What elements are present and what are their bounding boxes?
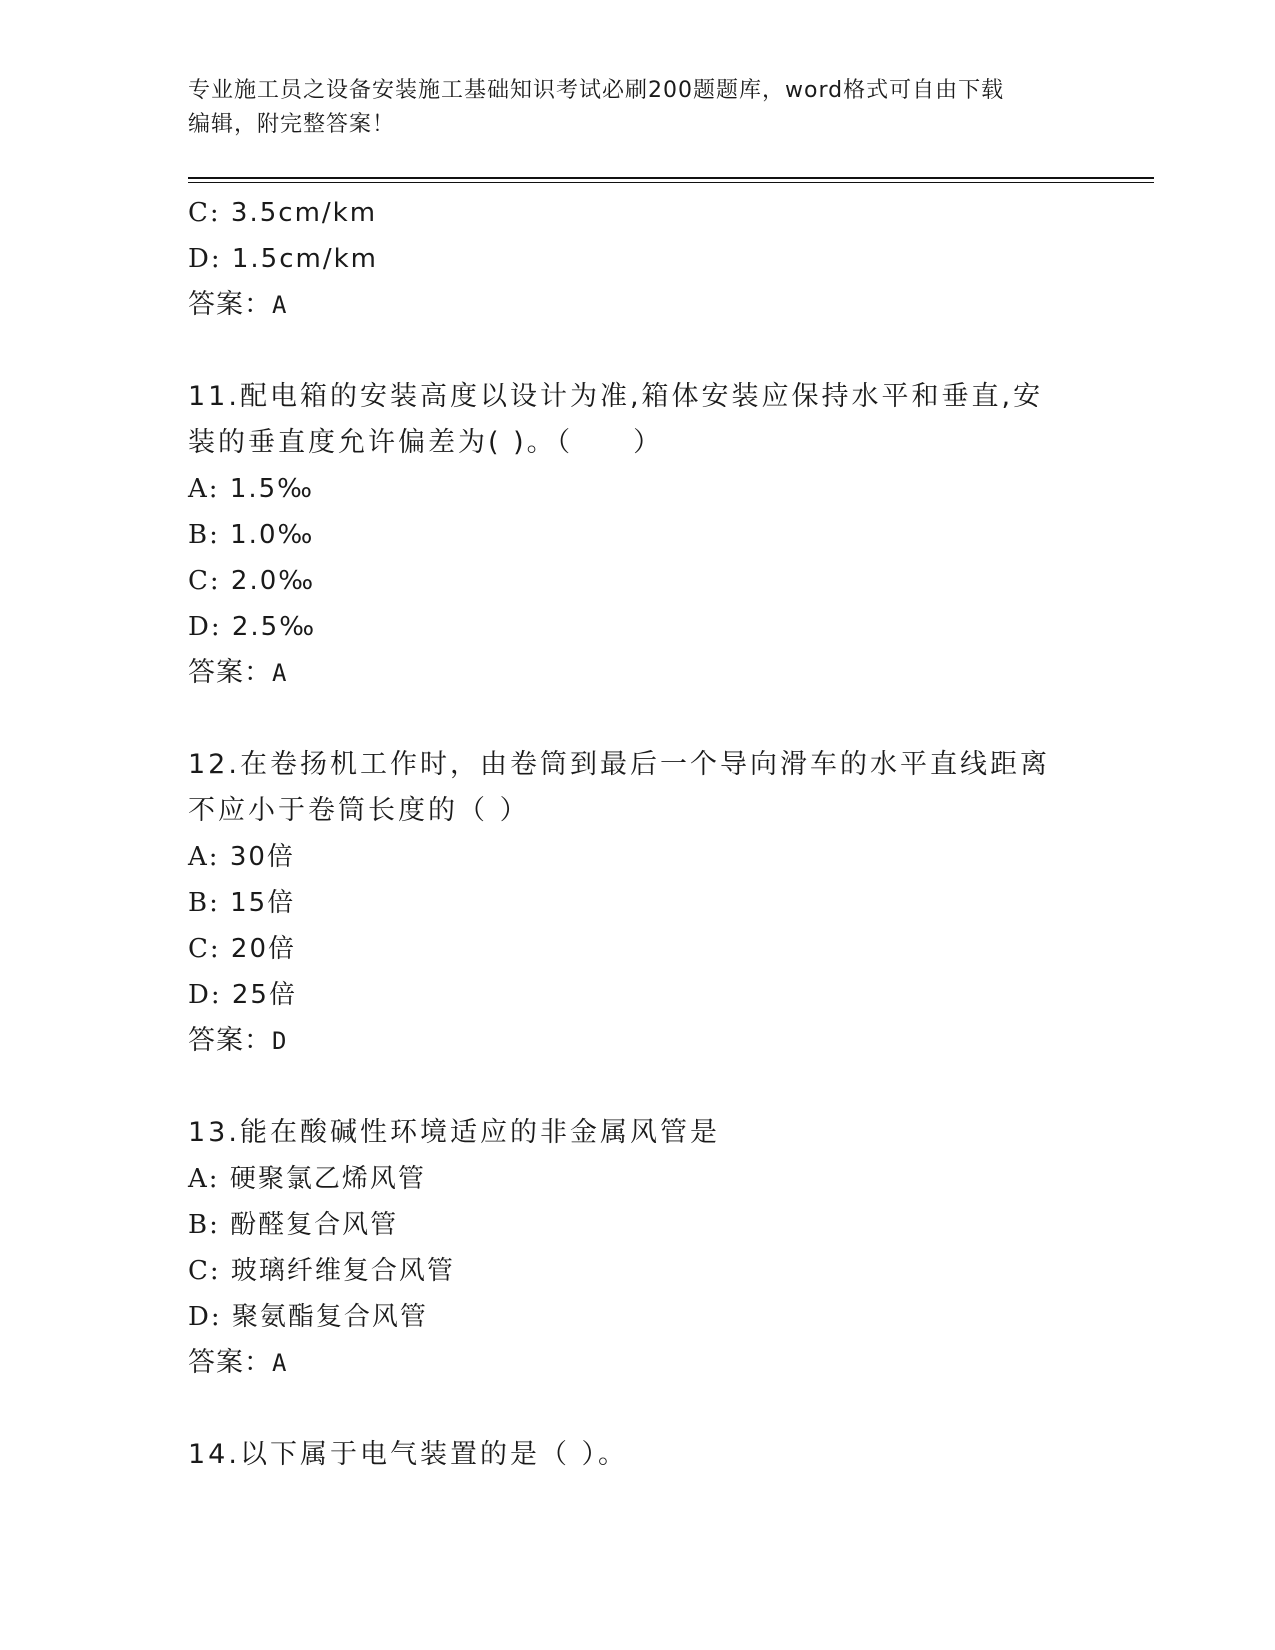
question-block-14 — [188, 1432, 1088, 1478]
question-text: 13.能在酸碱性环境适应的非金属风管是 — [188, 1117, 720, 1148]
question-block-12 — [188, 742, 1088, 1064]
answer-label: 答案： — [188, 1347, 272, 1378]
question-block-10-continued — [188, 190, 1088, 328]
option-text: 30倍 — [229, 842, 295, 872]
option-letter: D: — [188, 244, 222, 274]
option-d — [188, 236, 1088, 282]
option-text: 1.5‰ — [229, 474, 315, 504]
option-letter: A: — [188, 1164, 220, 1194]
option-text: 3.5cm/km — [230, 198, 378, 228]
option-d — [188, 1294, 1088, 1340]
option-letter: D: — [188, 612, 222, 642]
option-text: 2.5‰ — [231, 612, 317, 642]
option-text: 1.5cm/km — [231, 244, 378, 274]
option-letter: D: — [188, 1302, 222, 1332]
option-d — [188, 604, 1088, 650]
option-text: 酚醛复合风管 — [230, 1210, 399, 1240]
option-text: 25倍 — [231, 980, 297, 1010]
page-header — [188, 74, 1088, 142]
option-d — [188, 972, 1088, 1018]
option-a — [188, 466, 1088, 512]
option-text: 2.0‰ — [230, 566, 316, 596]
option-letter: C: — [188, 566, 221, 596]
spacer — [188, 328, 1088, 374]
answer-line — [188, 1018, 1088, 1064]
option-c — [188, 190, 1088, 236]
header-divider-thick — [188, 177, 1154, 179]
option-c — [188, 558, 1088, 604]
answer-line — [188, 1340, 1088, 1386]
question-text: 11.配电箱的安装高度以设计为准,箱体安装应保持水平和垂直,安装的垂直度允许偏差为( )。（ ） — [188, 381, 1044, 458]
answer-value: A — [272, 659, 288, 687]
document-body — [188, 190, 1088, 1478]
option-b — [188, 1202, 1088, 1248]
document-title-line-1: 专业施工员之设备安装施工基础知识考试必刷200题题库，word格式可自由下载 — [188, 78, 1005, 103]
option-text: 20倍 — [230, 934, 297, 964]
option-letter: D: — [188, 980, 222, 1010]
option-letter: B: — [188, 520, 220, 550]
answer-line — [188, 650, 1088, 696]
option-letter: A: — [188, 474, 220, 504]
answer-value: A — [272, 291, 288, 319]
option-letter: C: — [188, 198, 221, 228]
question-block-13 — [188, 1110, 1088, 1386]
answer-value: D — [272, 1027, 288, 1055]
question-text: 14.以下属于电气装置的是（ ）。 — [188, 1439, 629, 1470]
answer-label: 答案： — [188, 1025, 272, 1056]
option-c — [188, 1248, 1088, 1294]
option-letter: B: — [188, 1210, 220, 1240]
answer-value: A — [272, 1349, 288, 1377]
option-text: 硬聚氯乙烯风管 — [229, 1164, 426, 1194]
spacer — [188, 696, 1088, 742]
document-title-line-2: 编辑，附完整答案！ — [188, 112, 396, 137]
option-text: 15倍 — [230, 888, 296, 918]
option-letter: C: — [188, 934, 221, 964]
option-letter: C: — [188, 1256, 221, 1286]
option-text: 玻璃纤维复合风管 — [230, 1256, 455, 1286]
answer-line — [188, 282, 1088, 328]
answer-label: 答案： — [188, 289, 272, 320]
header-divider-thin — [188, 182, 1154, 183]
option-a — [188, 1156, 1088, 1202]
question-block-11 — [188, 374, 1088, 696]
question-text: 12.在卷扬机工作时，由卷筒到最后一个导向滑车的水平直线距离不应小于卷筒长度的（ ） — [188, 749, 1050, 826]
option-b — [188, 880, 1088, 926]
answer-label: 答案： — [188, 657, 272, 688]
option-b — [188, 512, 1088, 558]
option-text: 聚氨酯复合风管 — [231, 1302, 428, 1332]
option-text: 1.0‰ — [230, 520, 315, 550]
option-letter: B: — [188, 888, 220, 918]
spacer — [188, 1386, 1088, 1432]
spacer — [188, 1064, 1088, 1110]
option-c — [188, 926, 1088, 972]
option-letter: A: — [188, 842, 220, 872]
option-a — [188, 834, 1088, 880]
